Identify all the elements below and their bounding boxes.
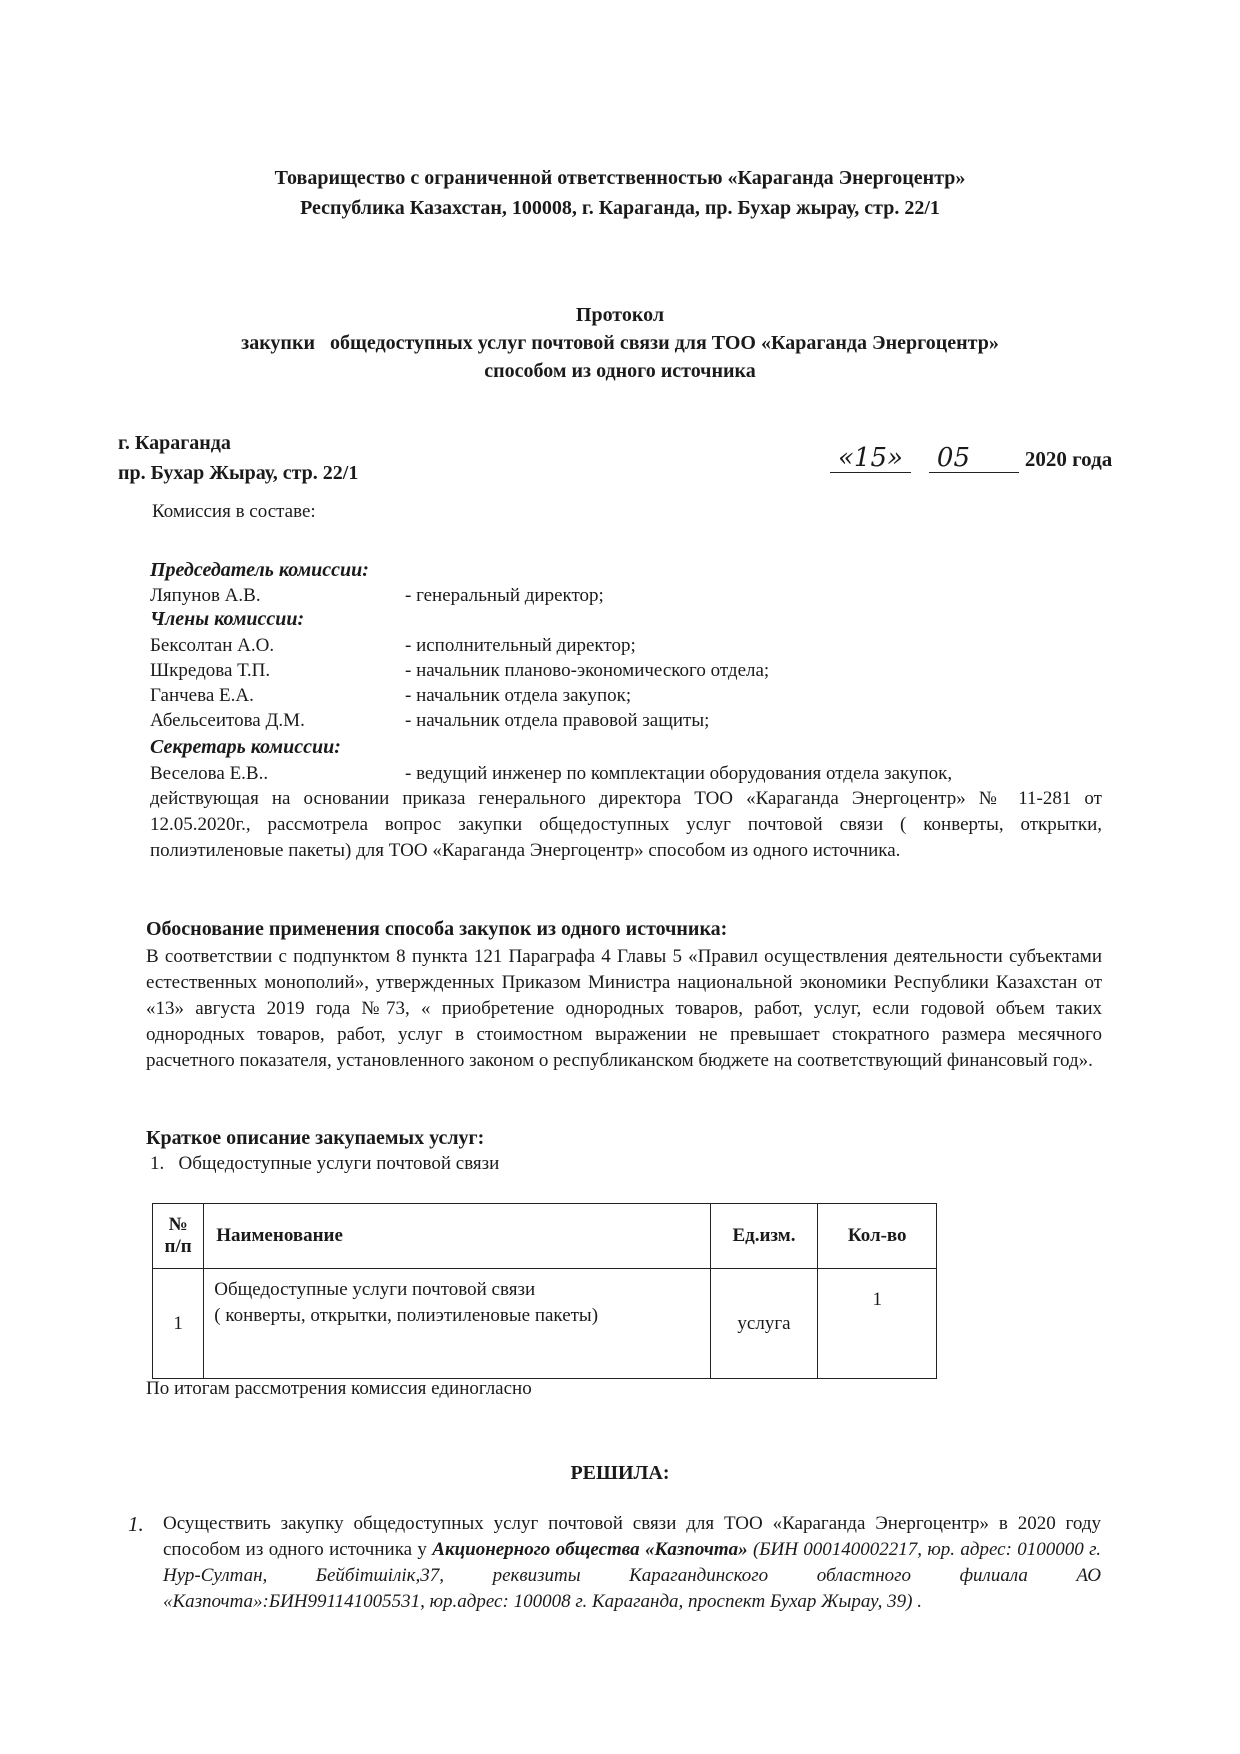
protocol-title-line2: закупки общедоступных услуг почтовой связи для ТОО «Караганда Энергоцентр» bbox=[241, 332, 999, 354]
decision-supplier-name: Акционерного общества «Казпочта» bbox=[432, 1539, 748, 1560]
commission-continuation: действующая на основании приказа генерального директора ТОО «Караганда Энергоцентр» № 11-281 от 12.05.2020г., рассмотрела вопрос закупки общедоступных услуг почтовой связи ( конверты, открытки, полиэтиленовые пакеты) для ТОО «Караганда Энергоцентр» способом из одного источника. bbox=[150, 788, 1102, 861]
date-day: «15» bbox=[830, 444, 911, 473]
decision-text-part1: Осуществить закупку общедоступных услуг почтовой связи для ТОО «Караганда Энергоцентр» в 2020 году способом из одного источника у bbox=[163, 1513, 1101, 1560]
place-city: г. Караганда bbox=[118, 432, 231, 454]
member-row bbox=[150, 633, 1110, 658]
member-role: - начальник отдела правовой защиты; bbox=[405, 710, 710, 731]
protocol-title bbox=[150, 301, 1090, 385]
date-month: 05 bbox=[929, 444, 1019, 473]
protocol-title-line1: Протокол bbox=[575, 304, 665, 326]
cell-unit: услуга bbox=[710, 1269, 818, 1379]
col-unit-header: Ед.изм. bbox=[710, 1204, 818, 1269]
chairman-header: Председатель комиссии: bbox=[150, 559, 369, 581]
col-qty-header: Кол-во bbox=[818, 1204, 937, 1269]
place-address: пр. Бухар Жырау, стр. 22/1 bbox=[118, 462, 359, 484]
col-num-header bbox=[153, 1204, 204, 1269]
date-block bbox=[830, 444, 1112, 473]
decision-text bbox=[163, 1511, 1101, 1615]
secretary-row bbox=[150, 761, 1110, 786]
table-row bbox=[153, 1269, 937, 1379]
description-item: 1. Общедоступные услуги почтовой связи bbox=[150, 1153, 500, 1174]
date-year: 2020 года bbox=[1024, 447, 1113, 471]
result-text: По итогам рассмотрения комиссия единогласно bbox=[146, 1378, 532, 1399]
chairman-name: Ляпунов А.В. bbox=[150, 585, 261, 606]
basis-text: В соответствии с подпунктом 8 пункта 121 Параграфа 4 Главы 5 «Правил осуществления деятельности субъектами естественных монополий», утвержденных Приказом Министра национальной экономики Республики Казахстан от «13» августа 2019 года №73, « приобретение однородных товаров, работ, услуг, если годовой объем таких однородных товаров, работ, услуг в стоимостном выражении не превышает стократного размера месячного расчетного показателя, установленного законом о республиканском бюджете на соответствующий финансовый год». bbox=[146, 946, 1102, 1071]
cell-name-line1: Общедоступные услуги почтовой связи bbox=[214, 1279, 536, 1300]
members-header: Члены комиссии: bbox=[150, 608, 305, 630]
cell-name bbox=[204, 1269, 710, 1379]
table-header-row bbox=[153, 1204, 937, 1269]
member-row bbox=[150, 683, 1110, 708]
member-role: - начальник отдела закупок; bbox=[405, 685, 632, 706]
chairman-row bbox=[150, 583, 1110, 608]
cell-qty: 1 bbox=[818, 1269, 937, 1379]
description-header: Краткое описание закупаемых услуг: bbox=[146, 1127, 485, 1149]
member-row bbox=[150, 658, 1110, 683]
member-name: Ганчева Е.А. bbox=[150, 685, 254, 706]
col-name-header: Наименование bbox=[204, 1204, 710, 1269]
col-num-header-line2: п/п bbox=[164, 1236, 192, 1257]
member-role: - исполнительный директор; bbox=[405, 635, 636, 656]
cell-num: 1 bbox=[153, 1269, 204, 1379]
organization-header bbox=[150, 163, 1090, 223]
secretary-name: Веселова Е.В.. bbox=[150, 763, 269, 784]
place-block bbox=[118, 428, 358, 488]
items-table bbox=[152, 1203, 937, 1379]
secretary-role: - ведущий инженер по комплектации оборудования отдела закупок, bbox=[405, 763, 953, 784]
member-name: Бексолтан А.О. bbox=[150, 635, 275, 656]
col-num-header-line1: № bbox=[168, 1214, 188, 1235]
members-list bbox=[150, 633, 1110, 733]
commission-label: Комиссия в составе: bbox=[152, 501, 316, 522]
organization-address: Республика Казахстан, 100008, г. Караганда, пр. Бухар жырау, стр. 22/1 bbox=[300, 197, 940, 219]
protocol-title-line3: способом из одного источника bbox=[484, 360, 756, 382]
secretary-header: Секретарь комиссии: bbox=[150, 736, 341, 758]
member-name: Шкредова Т.П. bbox=[150, 660, 271, 681]
chairman-role: - генеральный директор; bbox=[405, 585, 604, 606]
member-name: Абельсеитова Д.М. bbox=[150, 710, 305, 731]
member-row bbox=[150, 708, 1110, 733]
organization-name: Товарищество с ограниченной ответственностью «Караганда Энергоцентр» bbox=[274, 167, 966, 189]
decision-number: 1. bbox=[128, 1512, 144, 1536]
cell-name-line2: ( конверты, открытки, полиэтиленовые пакеты) bbox=[214, 1305, 599, 1326]
basis-header: Обоснование применения способа закупок из одного источника: bbox=[146, 918, 728, 940]
decision-text-part3: (БИН 000140002217, юр. адрес: 0100000 г. Нур-Султан, Бейбітшілік,37, реквизиты Карагандинского областного филиала АО «Казпочта»:БИН991141005531, юр.адрес: 100008 г. Караганда, проспект Бухар Жырау, 39) . bbox=[163, 1539, 1102, 1612]
member-role: - начальник планово-экономического отдела; bbox=[405, 660, 770, 681]
decided-header: РЕШИЛА: bbox=[570, 1462, 670, 1484]
